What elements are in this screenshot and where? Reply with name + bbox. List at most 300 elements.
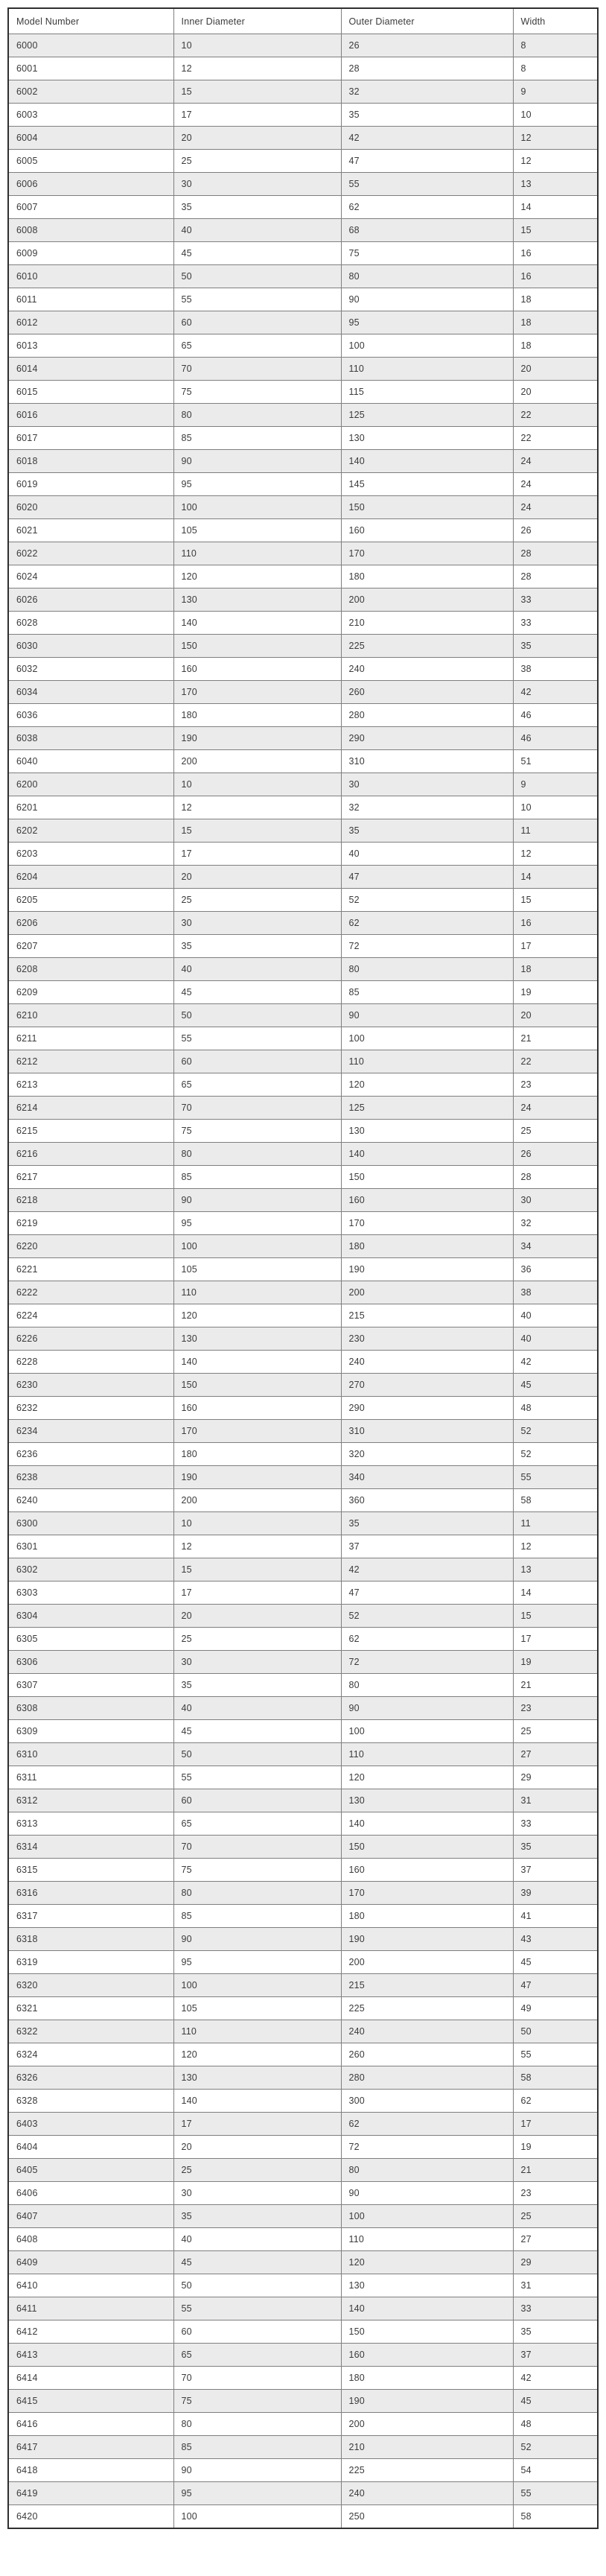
table-cell: 170 [341, 1212, 513, 1235]
table-cell: 19 [513, 981, 598, 1004]
table-cell: 9 [513, 773, 598, 796]
table-cell: 41 [513, 1905, 598, 1928]
table-cell: 6411 [8, 2297, 173, 2320]
table-cell: 130 [173, 589, 341, 612]
table-cell: 42 [513, 1351, 598, 1374]
table-cell: 105 [173, 1258, 341, 1281]
table-cell: 20 [513, 1004, 598, 1027]
table-row [8, 1674, 598, 1697]
table-cell: 95 [173, 1951, 341, 1974]
table-row [8, 404, 598, 427]
table-row [8, 681, 598, 704]
table-cell: 35 [173, 196, 341, 219]
table-cell: 46 [513, 704, 598, 727]
table-cell: 16 [513, 912, 598, 935]
table-cell: 6407 [8, 2205, 173, 2228]
table-cell: 160 [341, 519, 513, 542]
table-row [8, 2297, 598, 2320]
table-cell: 51 [513, 750, 598, 773]
table-cell: 55 [513, 1466, 598, 1489]
table-cell: 6006 [8, 173, 173, 196]
table-cell: 6228 [8, 1351, 173, 1374]
table-cell: 55 [173, 1027, 341, 1050]
table-cell: 35 [513, 1836, 598, 1859]
table-cell: 48 [513, 2413, 598, 2436]
table-cell: 43 [513, 1928, 598, 1951]
table-cell: 17 [513, 2113, 598, 2136]
table-cell: 60 [173, 311, 341, 334]
table-row [8, 2413, 598, 2436]
table-cell: 170 [341, 542, 513, 565]
table-row [8, 796, 598, 819]
table-cell: 19 [513, 1651, 598, 1674]
table-cell: 62 [341, 912, 513, 935]
table-row [8, 2159, 598, 2182]
table-cell: 72 [341, 1651, 513, 1674]
table-cell: 52 [341, 889, 513, 912]
table-cell: 10 [173, 34, 341, 57]
table-row [8, 2020, 598, 2043]
table-cell: 160 [173, 1397, 341, 1420]
table-row [8, 2367, 598, 2390]
table-cell: 19 [513, 2136, 598, 2159]
table-cell: 48 [513, 1397, 598, 1420]
table-cell: 105 [173, 519, 341, 542]
table-cell: 200 [341, 589, 513, 612]
table-cell: 90 [173, 1928, 341, 1951]
table-cell: 26 [341, 34, 513, 57]
table-cell: 58 [513, 2066, 598, 2090]
table-row [8, 2274, 598, 2297]
table-cell: 6305 [8, 1628, 173, 1651]
table-cell: 40 [341, 843, 513, 866]
table-row [8, 519, 598, 542]
table-cell: 21 [513, 2159, 598, 2182]
table-cell: 6218 [8, 1189, 173, 1212]
table-row [8, 565, 598, 589]
table-cell: 110 [341, 1743, 513, 1766]
table-row [8, 219, 598, 242]
table-row [8, 1628, 598, 1651]
table-cell: 47 [513, 1974, 598, 1997]
table-cell: 18 [513, 311, 598, 334]
table-cell: 6216 [8, 1143, 173, 1166]
table-cell: 250 [341, 2505, 513, 2529]
table-cell: 22 [513, 404, 598, 427]
table-row [8, 1836, 598, 1859]
table-cell: 12 [173, 57, 341, 80]
table-cell: 6021 [8, 519, 173, 542]
table-cell: 40 [513, 1327, 598, 1351]
table-cell: 15 [513, 889, 598, 912]
table-cell: 100 [341, 334, 513, 358]
table-row [8, 1766, 598, 1789]
table-cell: 52 [513, 2436, 598, 2459]
table-cell: 32 [341, 796, 513, 819]
table-cell: 16 [513, 265, 598, 288]
table-cell: 6217 [8, 1166, 173, 1189]
table-cell: 17 [173, 1582, 341, 1605]
table-cell: 54 [513, 2459, 598, 2482]
table-cell: 180 [173, 704, 341, 727]
table-cell: 100 [173, 2505, 341, 2529]
table-cell: 110 [341, 1050, 513, 1073]
table-cell: 50 [173, 265, 341, 288]
table-cell: 12 [173, 1535, 341, 1558]
header-row [8, 8, 598, 34]
table-cell: 140 [173, 2090, 341, 2113]
table-cell: 45 [173, 242, 341, 265]
table-row [8, 1097, 598, 1120]
table-cell: 105 [173, 1997, 341, 2020]
table-cell: 45 [513, 1951, 598, 1974]
table-cell: 12 [173, 796, 341, 819]
table-cell: 6417 [8, 2436, 173, 2459]
table-cell: 200 [341, 2413, 513, 2436]
table-cell: 40 [513, 1304, 598, 1327]
bearing-dimensions-table [7, 7, 599, 2529]
table-cell: 28 [513, 542, 598, 565]
table-cell: 180 [341, 565, 513, 589]
table-cell: 6322 [8, 2020, 173, 2043]
table-cell: 6019 [8, 473, 173, 496]
table-cell: 360 [341, 1489, 513, 1512]
table-cell: 280 [341, 2066, 513, 2090]
table-cell: 95 [173, 1212, 341, 1235]
table-cell: 6013 [8, 334, 173, 358]
table-cell: 120 [173, 565, 341, 589]
table-cell: 6240 [8, 1489, 173, 1512]
table-row [8, 2505, 598, 2529]
table-cell: 26 [513, 519, 598, 542]
table-cell: 6234 [8, 1420, 173, 1443]
table-row [8, 2251, 598, 2274]
table-cell: 23 [513, 1073, 598, 1097]
table-cell: 110 [173, 1281, 341, 1304]
table-cell: 110 [173, 542, 341, 565]
table-row [8, 912, 598, 935]
table-cell: 16 [513, 242, 598, 265]
table-cell: 35 [173, 1674, 341, 1697]
table-cell: 52 [513, 1443, 598, 1466]
table-row [8, 2043, 598, 2066]
table-cell: 37 [513, 1859, 598, 1882]
table-cell: 190 [341, 2390, 513, 2413]
table-cell: 120 [341, 2251, 513, 2274]
table-cell: 230 [341, 1327, 513, 1351]
table-cell: 120 [341, 1766, 513, 1789]
table-cell: 6303 [8, 1582, 173, 1605]
table-row [8, 173, 598, 196]
table-cell: 90 [341, 288, 513, 311]
table-row [8, 1120, 598, 1143]
table-row [8, 2205, 598, 2228]
table-cell: 6000 [8, 34, 173, 57]
table-cell: 190 [341, 1258, 513, 1281]
table-header [8, 8, 598, 34]
table-row [8, 450, 598, 473]
table-row [8, 1281, 598, 1304]
table-cell: 85 [173, 2436, 341, 2459]
table-cell: 35 [341, 104, 513, 127]
table-cell: 80 [173, 404, 341, 427]
table-row [8, 1974, 598, 1997]
table-cell: 65 [173, 2344, 341, 2367]
table-cell: 6020 [8, 496, 173, 519]
table-cell: 12 [513, 150, 598, 173]
table-cell: 6015 [8, 381, 173, 404]
table-cell: 6312 [8, 1789, 173, 1812]
table-row [8, 242, 598, 265]
table-row [8, 704, 598, 727]
table-row [8, 1558, 598, 1582]
table-cell: 340 [341, 1466, 513, 1489]
table-cell: 17 [173, 843, 341, 866]
table-cell: 23 [513, 2182, 598, 2205]
table-row [8, 473, 598, 496]
table-cell: 260 [341, 2043, 513, 2066]
table-cell: 6213 [8, 1073, 173, 1097]
table-cell: 6413 [8, 2344, 173, 2367]
table-row [8, 1004, 598, 1027]
table-cell: 215 [341, 1974, 513, 1997]
table-cell: 39 [513, 1882, 598, 1905]
table-cell: 18 [513, 334, 598, 358]
table-cell: 20 [513, 358, 598, 381]
table-row [8, 1512, 598, 1535]
table-cell: 45 [173, 1720, 341, 1743]
table-cell: 6315 [8, 1859, 173, 1882]
table-cell: 140 [341, 1812, 513, 1836]
table-cell: 12 [513, 127, 598, 150]
table-cell: 240 [341, 2482, 513, 2505]
table-row [8, 1882, 598, 1905]
table-row [8, 542, 598, 565]
table-cell: 6416 [8, 2413, 173, 2436]
table-cell: 240 [341, 658, 513, 681]
table-row [8, 866, 598, 889]
table-cell: 6324 [8, 2043, 173, 2066]
table-cell: 150 [341, 2320, 513, 2344]
table-cell: 25 [513, 2205, 598, 2228]
table-row [8, 773, 598, 796]
table-cell: 130 [173, 2066, 341, 2090]
table-cell: 6313 [8, 1812, 173, 1836]
table-cell: 37 [513, 2344, 598, 2367]
table-cell: 10 [173, 1512, 341, 1535]
table-cell: 42 [513, 681, 598, 704]
table-cell: 160 [341, 1859, 513, 1882]
table-cell: 280 [341, 704, 513, 727]
table-cell: 6405 [8, 2159, 173, 2182]
table-cell: 55 [173, 288, 341, 311]
table-cell: 6238 [8, 1466, 173, 1489]
table-cell: 6222 [8, 1281, 173, 1304]
table-cell: 75 [173, 1120, 341, 1143]
table-row [8, 1997, 598, 2020]
table-row [8, 2136, 598, 2159]
table-cell: 75 [173, 381, 341, 404]
table-cell: 10 [513, 104, 598, 127]
table-cell: 85 [173, 1905, 341, 1928]
table-cell: 240 [341, 1351, 513, 1374]
table-cell: 6215 [8, 1120, 173, 1143]
table-row [8, 311, 598, 334]
table-row [8, 843, 598, 866]
table-cell: 125 [341, 1097, 513, 1120]
table-row [8, 2459, 598, 2482]
table-cell: 290 [341, 727, 513, 750]
table-cell: 6214 [8, 1097, 173, 1120]
table-cell: 225 [341, 1997, 513, 2020]
table-cell: 225 [341, 2459, 513, 2482]
table-row [8, 612, 598, 635]
table-cell: 35 [341, 819, 513, 843]
table-row [8, 1789, 598, 1812]
table-cell: 13 [513, 1558, 598, 1582]
table-cell: 6326 [8, 2066, 173, 2090]
table-cell: 150 [173, 1374, 341, 1397]
table-cell: 6210 [8, 1004, 173, 1027]
table-cell: 55 [513, 2043, 598, 2066]
table-cell: 6419 [8, 2482, 173, 2505]
table-row [8, 1397, 598, 1420]
table-cell: 72 [341, 935, 513, 958]
table-cell: 30 [173, 2182, 341, 2205]
table-row [8, 2390, 598, 2413]
table-cell: 58 [513, 2505, 598, 2529]
table-cell: 80 [341, 2159, 513, 2182]
table-row [8, 1582, 598, 1605]
table-cell: 6040 [8, 750, 173, 773]
table-cell: 31 [513, 1789, 598, 1812]
table-cell: 70 [173, 1836, 341, 1859]
table-row [8, 265, 598, 288]
table-cell: 6008 [8, 219, 173, 242]
table-cell: 14 [513, 866, 598, 889]
table-cell: 15 [173, 80, 341, 104]
table-cell: 6220 [8, 1235, 173, 1258]
table-cell: 33 [513, 612, 598, 635]
table-cell: 42 [341, 127, 513, 150]
table-cell: 24 [513, 473, 598, 496]
table-row [8, 1050, 598, 1073]
table-cell: 6406 [8, 2182, 173, 2205]
table-cell: 62 [513, 2090, 598, 2113]
table-cell: 55 [341, 173, 513, 196]
table-body [8, 34, 598, 2529]
table-cell: 140 [173, 1351, 341, 1374]
table-cell: 18 [513, 958, 598, 981]
table-cell: 20 [173, 127, 341, 150]
table-row [8, 2320, 598, 2344]
table-cell: 6317 [8, 1905, 173, 1928]
table-cell: 13 [513, 173, 598, 196]
table-cell: 6010 [8, 265, 173, 288]
table-cell: 130 [173, 1327, 341, 1351]
table-cell: 6001 [8, 57, 173, 80]
table-row [8, 658, 598, 681]
table-row [8, 1651, 598, 1674]
table-cell: 6418 [8, 2459, 173, 2482]
column-header: Model Number [8, 8, 173, 34]
table-cell: 225 [341, 635, 513, 658]
table-cell: 6318 [8, 1928, 173, 1951]
table-cell: 80 [173, 2413, 341, 2436]
table-cell: 38 [513, 658, 598, 681]
table-cell: 75 [341, 242, 513, 265]
table-cell: 120 [173, 2043, 341, 2066]
table-cell: 24 [513, 496, 598, 519]
table-row [8, 427, 598, 450]
table-cell: 6208 [8, 958, 173, 981]
table-cell: 140 [341, 2297, 513, 2320]
table-cell: 20 [173, 866, 341, 889]
table-cell: 45 [173, 2251, 341, 2274]
table-row [8, 2436, 598, 2459]
table-cell: 25 [173, 889, 341, 912]
table-cell: 6316 [8, 1882, 173, 1905]
table-cell: 29 [513, 2251, 598, 2274]
table-cell: 75 [173, 2390, 341, 2413]
table-cell: 100 [341, 1720, 513, 1743]
table-cell: 6204 [8, 866, 173, 889]
table-cell: 6410 [8, 2274, 173, 2297]
table-cell: 6320 [8, 1974, 173, 1997]
table-cell: 130 [341, 1789, 513, 1812]
table-row [8, 496, 598, 519]
table-row [8, 1258, 598, 1281]
table-row [8, 80, 598, 104]
table-cell: 6005 [8, 150, 173, 173]
table-row [8, 958, 598, 981]
table-cell: 55 [173, 2297, 341, 2320]
table-cell: 130 [341, 427, 513, 450]
table-cell: 6302 [8, 1558, 173, 1582]
table-cell: 65 [173, 1812, 341, 1836]
table-cell: 8 [513, 34, 598, 57]
table-cell: 170 [173, 681, 341, 704]
table-cell: 115 [341, 381, 513, 404]
table-cell: 68 [341, 219, 513, 242]
table-cell: 42 [341, 1558, 513, 1582]
table-row [8, 1466, 598, 1489]
table-cell: 37 [341, 1535, 513, 1558]
table-row [8, 1743, 598, 1766]
table-cell: 6004 [8, 127, 173, 150]
table-cell: 140 [341, 1143, 513, 1166]
table-cell: 300 [341, 2090, 513, 2113]
table-cell: 6016 [8, 404, 173, 427]
table-cell: 45 [513, 1374, 598, 1397]
table-row [8, 1189, 598, 1212]
table-cell: 35 [513, 635, 598, 658]
table-cell: 210 [341, 2436, 513, 2459]
table-row [8, 1489, 598, 1512]
table-cell: 10 [173, 773, 341, 796]
table-cell: 6209 [8, 981, 173, 1004]
table-cell: 25 [173, 1628, 341, 1651]
table-cell: 6219 [8, 1212, 173, 1235]
table-row [8, 1212, 598, 1235]
table-cell: 65 [173, 1073, 341, 1097]
table-cell: 50 [173, 1743, 341, 1766]
table-cell: 160 [341, 1189, 513, 1212]
table-cell: 95 [341, 311, 513, 334]
table-cell: 35 [341, 1512, 513, 1535]
table-row [8, 1951, 598, 1974]
table-cell: 290 [341, 1397, 513, 1420]
